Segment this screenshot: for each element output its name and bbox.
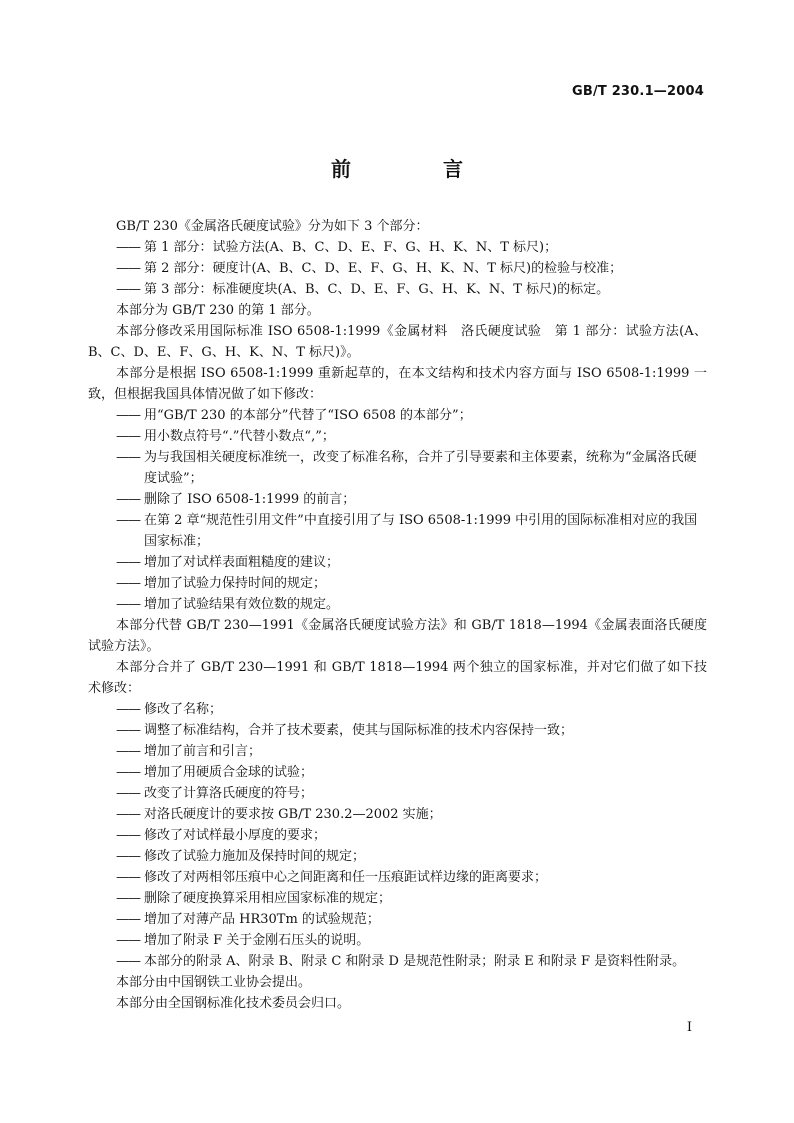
list-item	[116, 825, 707, 846]
dash-marker: ——	[116, 765, 140, 780]
dash-marker: ——	[116, 933, 140, 948]
list-item-text: 修改了对两相邻压痕中心之间距离和任一压痕距试样边缘的距离要求；	[144, 870, 548, 885]
paragraph: 本部分合并了 GB/T 230—1991 和 GB/T 1818—1994 两个独立的国家标准，并对它们做了如下技术修改：	[88, 660, 707, 696]
dash-marker: ——	[116, 891, 140, 906]
list-item	[116, 783, 707, 804]
list-item	[116, 888, 707, 909]
dash-marker: ——	[116, 261, 140, 276]
dash-marker: ——	[116, 429, 140, 444]
dash-marker: ——	[116, 849, 140, 864]
list-item-text: 对洛氏硬度计的要求按 GB/T 230.2—2002 实施；	[144, 807, 442, 822]
list-item	[116, 426, 707, 447]
list-item-text: 本部分的附录 A、附录 B、附录 C 和附录 D 是规范性附录；附录 E 和附录 F 是资料性附录。	[144, 954, 686, 969]
list-item-text: 删除了 ISO 6508-1:1999 的前言；	[144, 492, 356, 507]
dash-marker: ——	[116, 828, 140, 843]
list-item-text: 第 2 部分：硬度计(A、B、C、D、E、F、G、H、K、N、T 标尺)的检验与校准；	[144, 261, 623, 276]
list-item	[116, 594, 707, 615]
dash-marker: ——	[116, 576, 140, 591]
list-item-text: 用“GB/T 230 的本部分”代替了“ISO 6508 的本部分”；	[144, 408, 472, 423]
paragraph: GB/T 230《金属洛氏硬度试验》分为如下 3 个部分：	[116, 219, 429, 234]
list-item-text: 修改了对试样最小厚度的要求；	[144, 828, 327, 843]
dash-marker: ——	[116, 786, 140, 801]
list-item	[116, 930, 707, 951]
list-item-text: 改变了计算洛氏硬度的符号；	[144, 786, 314, 801]
list-item	[116, 279, 707, 300]
dash-marker: ——	[116, 513, 140, 528]
dash-marker: ——	[116, 240, 140, 255]
list-item	[116, 804, 707, 825]
list-item	[116, 699, 707, 720]
list-item-text: 增加了附录 F 关于金刚石压头的说明。	[144, 933, 370, 948]
list-item	[116, 447, 707, 489]
list-item-text: 调整了标准结构，合并了技术要素，使其与国际标准的技术内容保持一致；	[144, 723, 574, 738]
list-item	[116, 258, 707, 279]
list-item-text: 增加了前言和引言；	[144, 744, 262, 759]
dash-marker: ——	[116, 954, 140, 969]
page-title: 前 言	[331, 157, 499, 181]
list-item-text: 增加了试验力保持时间的规定；	[144, 576, 327, 591]
list-item	[116, 846, 707, 867]
list-item-text: 删除了硬度换算采用相应国家标准的规定；	[144, 891, 392, 906]
dash-marker: ——	[116, 408, 140, 423]
list-item	[116, 741, 707, 762]
list-item-text: 用小数点符号“.”代替小数点“,”；	[144, 429, 335, 444]
list-item	[116, 573, 707, 594]
foreword-body	[88, 216, 707, 1014]
list-item	[116, 237, 707, 258]
list-item	[116, 951, 707, 972]
dash-marker: ——	[116, 723, 140, 738]
dash-marker: ——	[116, 597, 140, 612]
dash-marker: ——	[116, 555, 140, 570]
paragraph: 本部分修改采用国际标准 ISO 6508-1:1999《金属材料 洛氏硬度试验 第 1 部分：试验方法(A、B、C、D、E、F、G、H、K、N、T 标尺)》。	[88, 324, 707, 360]
list-item	[116, 552, 707, 573]
dash-marker: ——	[116, 744, 140, 759]
dash-marker: ——	[116, 807, 140, 822]
list-item	[116, 867, 707, 888]
list-item-text: 增加了对试样表面粗糙度的建议；	[144, 555, 340, 570]
list-item	[116, 510, 707, 552]
list-item-text: 修改了名称；	[144, 702, 223, 717]
list-item	[116, 489, 707, 510]
paragraph: 本部分代替 GB/T 230—1991《金属洛氏硬度试验方法》和 GB/T 1818—1994《金属表面洛氏硬度试验方法》。	[88, 618, 707, 654]
paragraph: 本部分由全国钢标准化技术委员会归口。	[116, 996, 351, 1011]
list-item	[116, 720, 707, 741]
list-item-text: 第 1 部分：试验方法(A、B、C、D、E、F、G、H、K、N、T 标尺)；	[144, 240, 558, 255]
list-item	[116, 405, 707, 426]
list-item-text: 第 3 部分：标准硬度块(A、B、C、D、E、F、G、H、K、N、T 标尺)的标定。	[144, 282, 610, 297]
list-item-text: 增加了用硬质合金球的试验；	[144, 765, 314, 780]
dash-marker: ——	[116, 912, 140, 927]
paragraph: 本部分是根据 ISO 6508-1:1999 重新起草的，在本文结构和技术内容方面与 ISO 6508-1:1999 一致，但根据我国具体情况做了如下修改：	[88, 366, 707, 402]
list-item-text: 在第 2 章“规范性引用文件”中直接引用了与 ISO 6508-1:1999 中引用的国际标准相对应的我国国家标准；	[144, 513, 698, 549]
dash-marker: ——	[116, 492, 140, 507]
standard-code: GB/T 230.1—2004	[571, 84, 704, 99]
paragraph: 本部分由中国钢铁工业协会提出。	[116, 975, 312, 990]
list-item-text: 修改了试验力施加及保持时间的规定；	[144, 849, 366, 864]
list-item-text: 为与我国相关硬度标准统一，改变了标准名称，合并了引导要素和主体要素，统称为“金属洛氏硬度试验”；	[144, 450, 697, 486]
dash-marker: ——	[116, 450, 140, 465]
list-item	[116, 762, 707, 783]
page-number: I	[686, 1020, 692, 1035]
list-item-text: 增加了对薄产品 HR30Tm 的试验规范；	[144, 912, 380, 927]
list-item	[116, 909, 707, 930]
paragraph: 本部分为 GB/T 230 的第 1 部分。	[116, 303, 320, 318]
dash-marker: ——	[116, 282, 140, 297]
dash-marker: ——	[116, 702, 140, 717]
dash-marker: ——	[116, 870, 140, 885]
list-item-text: 增加了试验结果有效位数的规定。	[144, 597, 340, 612]
